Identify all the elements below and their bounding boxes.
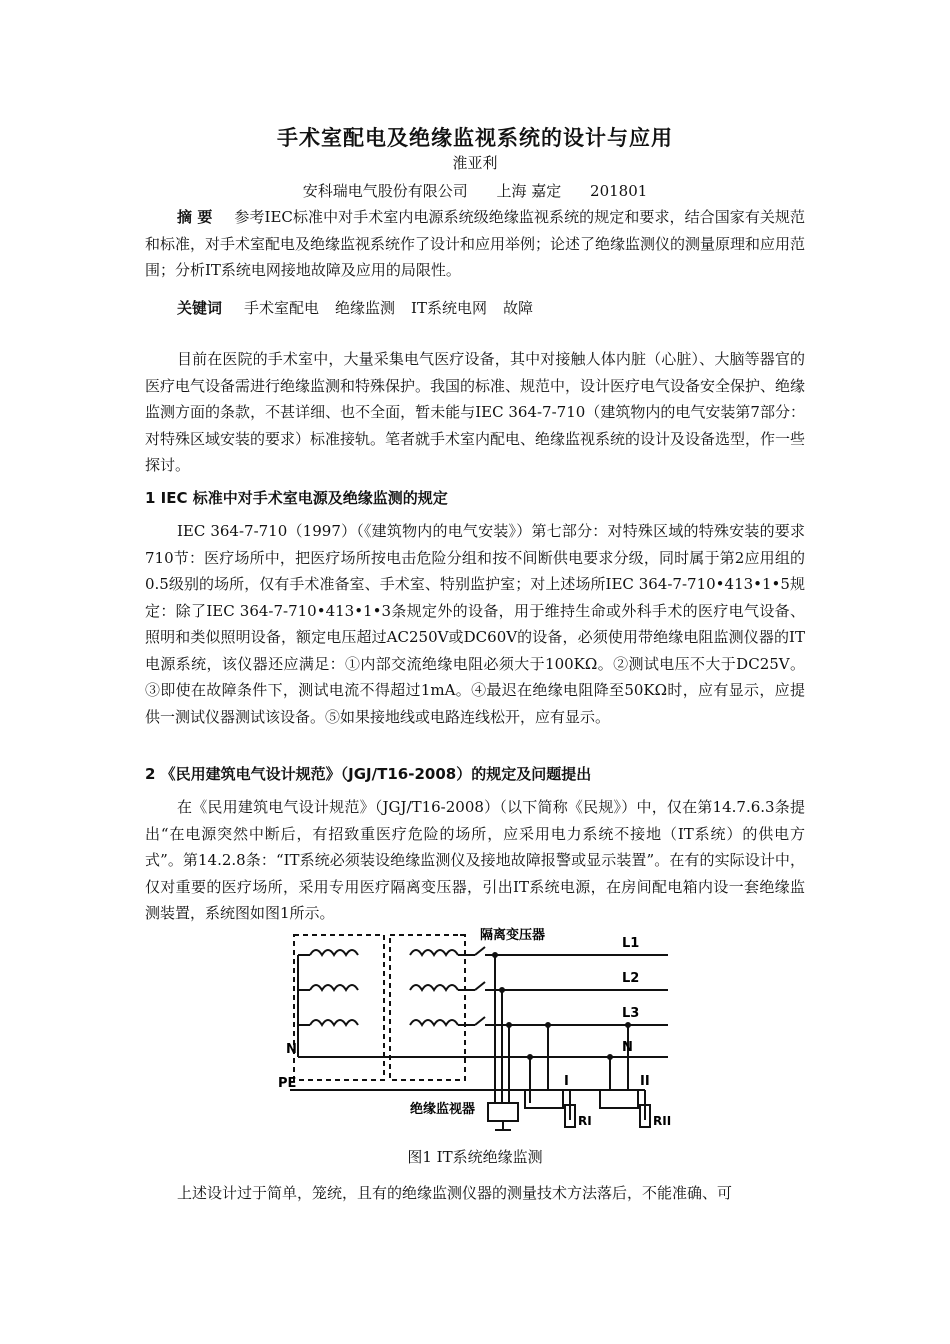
label-transformer: 隔离变压器 — [480, 928, 546, 943]
insulation-monitor-box — [488, 1103, 518, 1121]
intro-paragraph: 目前在医院的手术室中，大量采集电气医疗设备，其中对接触人体内脏（心脏）、大脑等器官的医疗电气设备需进行绝缘监测和特殊保护。我国的标准、规范中，设计医疗电气设备安全保护、绝缘监测方面的条款，不甚详细、也不全面，暂未能与IEC 364-7-710（建筑物内的电气安装第7部分：对特殊区域安装的要求）标准接轨。笔者就手术室内配电、绝缘监视系统的设计及设备选型，作一些探讨。 — [145, 350, 806, 474]
primary-coil-3 — [310, 1020, 358, 1025]
label-monitor: 绝缘监视器 — [410, 1102, 476, 1117]
label-l1: L1 — [622, 936, 640, 951]
keyword: 手术室配电 — [244, 299, 320, 317]
primary-coil-1 — [310, 950, 358, 955]
figure-caption: 图1 IT系统绝缘监测 — [407, 1148, 543, 1166]
label-n-left: N — [286, 1042, 297, 1057]
section-1-heading: 1 IEC 标准中对手术室电源及绝缘监测的规定 — [145, 489, 448, 507]
author-name: 淮亚利 — [452, 154, 498, 172]
secondary-coil-1 — [410, 950, 458, 955]
keywords-paragraph — [145, 295, 805, 322]
transformer-core-left — [294, 935, 384, 1080]
label-r1: RI — [578, 1114, 592, 1128]
section-2-heading: 2 《民用建筑电气设计规范》（JGJ/T16-2008）的规定及问题提出 — [145, 765, 592, 783]
postcode: 201801 — [590, 182, 648, 200]
transformer-core-right — [390, 935, 465, 1080]
closing-paragraph: 上述设计过于简单，笼统，且有的绝缘监测仪器的测量技术方法落后，不能准确、可 — [177, 1184, 733, 1202]
section-2-paragraph: 在《民用建筑电气设计规范》（JGJ/T16-2008）（以下简称《民规》）中，仅在第14.7.6.3条提出“在电源突然中断后，有招致重医疗危险的场所，应采用电力系统不接地（IT系统）的供电方式”。第14.2.8条：“IT系统必须装设绝缘监测仪及接地故障报警或显示装置”。在有的实际设计中，仅对重要的医疗场所，采用专用医疗隔离变压器，引出IT系统电源，在房间配电箱内设一套绝缘监测装置，系统图如图1所示。 — [145, 798, 805, 922]
affiliation-line — [0, 180, 950, 201]
keywords-label: 关键词 — [177, 299, 223, 317]
label-n-right: N — [622, 1040, 633, 1055]
label-pe: PE — [278, 1076, 297, 1091]
keyword: 绝缘监测 — [335, 299, 396, 317]
paper-title: 手术室配电及绝缘监视系统的设计与应用 — [277, 126, 673, 150]
affiliation: 安科瑞电气股份有限公司 — [302, 182, 468, 200]
label-r2: RII — [653, 1114, 672, 1128]
label-load-2: II — [640, 1074, 650, 1089]
location: 上海 嘉定 — [496, 182, 562, 200]
label-l2: L2 — [622, 971, 640, 986]
keyword: 故障 — [502, 299, 533, 317]
it-system-diagram — [270, 925, 680, 1135]
abstract-label: 摘 要 — [177, 208, 213, 226]
primary-coil-2 — [310, 985, 358, 990]
abstract-paragraph — [145, 204, 805, 284]
keyword: IT系统电网 — [411, 299, 487, 317]
secondary-coil-3 — [410, 1020, 458, 1025]
section-1-paragraph: IEC 364-7-710（1997）（《建筑物内的电气安装》）第七部分：对特殊区域的特殊安装的要求710节：医疗场所中，把医疗场所按电击危险分组和按不间断供电要求分级，同时属于第2应用组的0.5级别的场所，仅有手术准备室、手术室、特别监护室；对上述场所IEC 364-7-710•413•1•5规定：除了IEC 364-7-710•413•1•3条规定外的设备，用于维持生命或外科手术的医疗电气设备、照明和类似照明设备，额定电压超过AC250V或DC60V的设备，必须使用带绝缘电阻监测仪器的IT电源系统，该仪器还应满足：①内部交流绝缘电阻必须大于100KΩ。②测试电压不大于DC25V。③即使在故障条件下，测试电流不得超过1mA。④最迟在绝缘电阻降至50KΩ时，应有显示，应提供一测试仪器测试该设备。⑤如果接地线或电路连线松开，应有显示。 — [145, 522, 805, 726]
secondary-coil-2 — [410, 985, 458, 990]
label-load-1: I — [564, 1074, 569, 1089]
label-l3: L3 — [622, 1006, 640, 1021]
load-2-box — [600, 1090, 638, 1108]
abstract-text: 参考IEC标准中对手术室内电源系统级绝缘监视系统的规定和要求，结合国家有关规范和标准，对手术室配电及绝缘监视系统作了设计和应用举例；论述了绝缘监测仪的测量原理和应用范围；分析IT系统电网接地故障及应用的局限性。 — [145, 208, 806, 279]
